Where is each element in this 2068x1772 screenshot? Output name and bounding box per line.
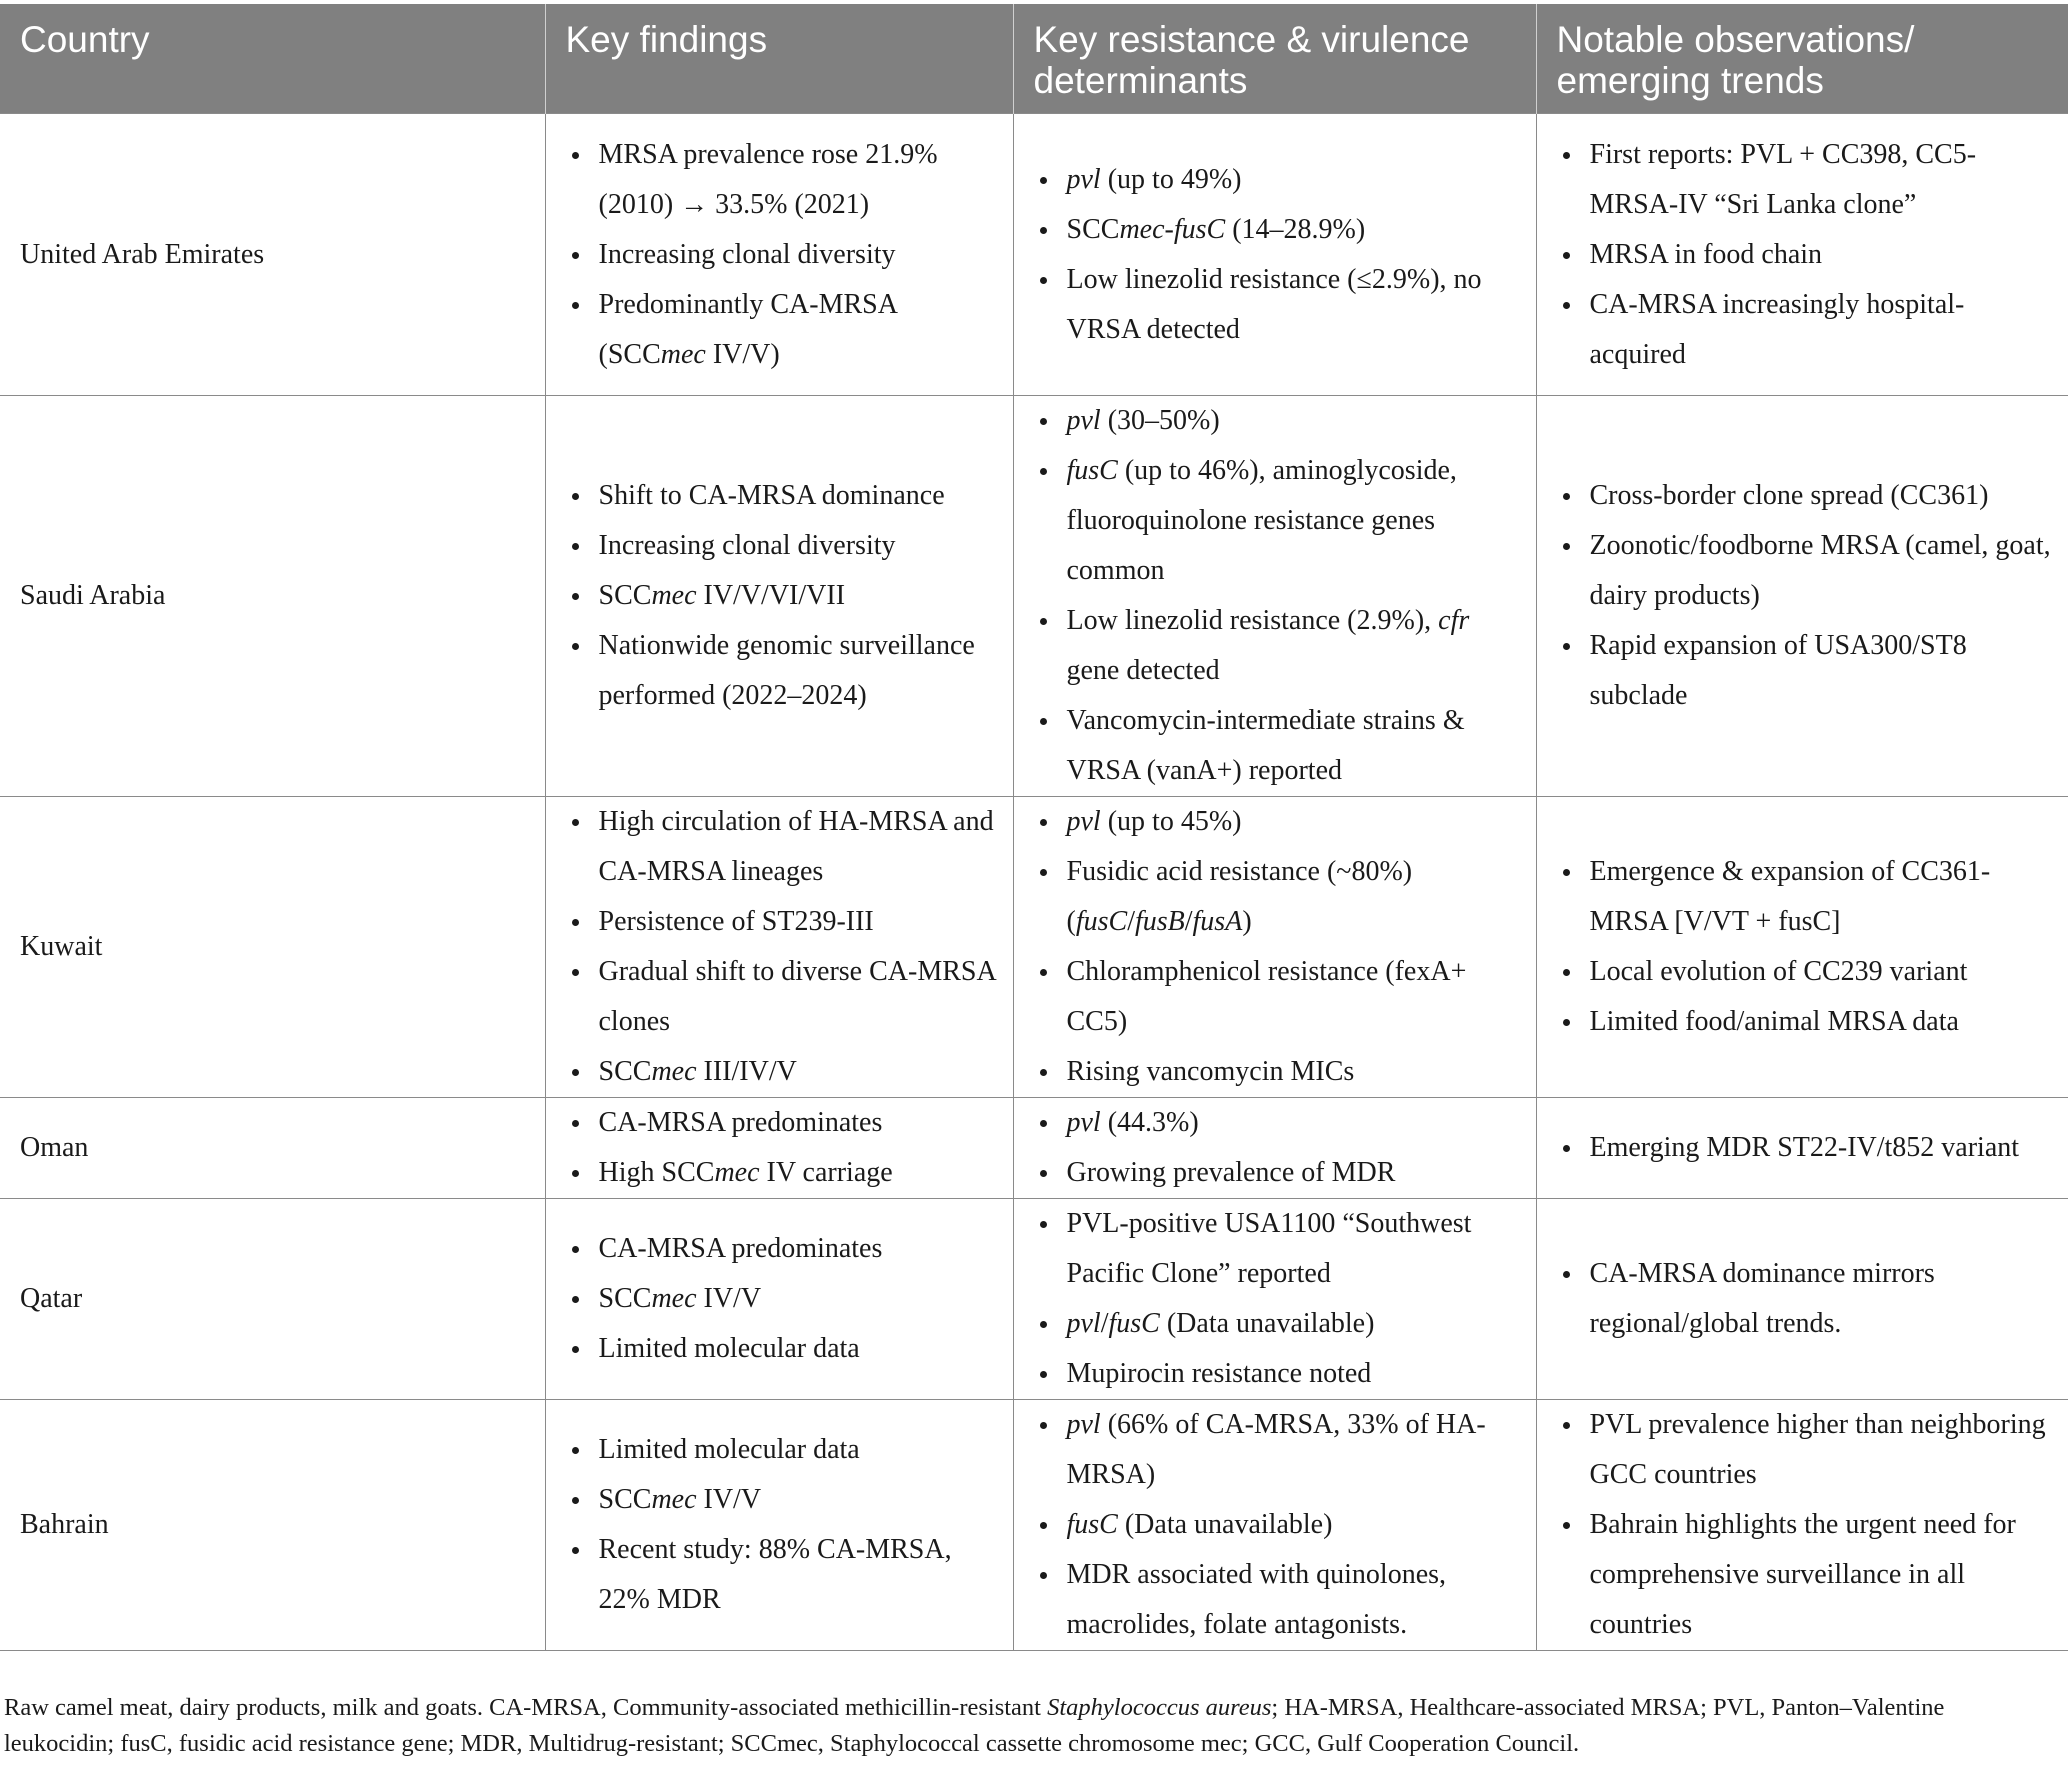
determinants-cell	[1013, 114, 1536, 396]
list-item: Low linezolid resistance (2.9%), cfr gene detected	[1034, 596, 1522, 696]
bullet-list	[566, 471, 999, 721]
bullet-list	[1034, 155, 1522, 355]
list-item: Zoonotic/foodborne MRSA (camel, goat, dairy products)	[1557, 521, 2055, 621]
list-item: MRSA in food chain	[1557, 230, 2055, 280]
list-item: pvl (up to 49%)	[1034, 155, 1522, 205]
bullet-list	[566, 797, 999, 1097]
list-item: PVL prevalence higher than neighboring GCC countries	[1557, 1400, 2055, 1500]
list-item: SCCmec IV/V/VI/VII	[566, 571, 999, 621]
header-country: Country	[0, 4, 545, 114]
list-item: Rising vancomycin MICs	[1034, 1047, 1522, 1097]
header-determinants: Key resistance & virulence determinants	[1013, 4, 1536, 114]
list-item: MRSA prevalence rose 21.9% (2010) → 33.5% (2021)	[566, 130, 999, 230]
list-item: Limited molecular data	[566, 1425, 999, 1475]
list-item: Nationwide genomic surveillance performed (2022–2024)	[566, 621, 999, 721]
list-item: Limited molecular data	[566, 1324, 999, 1374]
determinants-cell	[1013, 1400, 1536, 1651]
country-cell: Oman	[0, 1098, 545, 1199]
table-row	[0, 1400, 2068, 1651]
trends-cell	[1536, 114, 2068, 396]
trends-cell	[1536, 1199, 2068, 1400]
determinants-cell	[1013, 1199, 1536, 1400]
list-item: Local evolution of CC239 variant	[1557, 947, 2055, 997]
list-item: CA-MRSA dominance mirrors regional/global trends.	[1557, 1249, 2055, 1349]
trends-cell	[1536, 797, 2068, 1098]
list-item: Persistence of ST239-III	[566, 897, 999, 947]
trends-cell	[1536, 1098, 2068, 1199]
list-item: First reports: PVL + CC398, CC5-MRSA-IV “Sri Lanka clone”	[1557, 130, 2055, 230]
table-row	[0, 1098, 2068, 1199]
table-row	[0, 114, 2068, 396]
country-cell: Kuwait	[0, 797, 545, 1098]
list-item: Chloramphenicol resistance (fexA+ CC5)	[1034, 947, 1522, 1047]
findings-cell	[545, 396, 1013, 797]
list-item: SCCmec IV/V	[566, 1475, 999, 1525]
list-item: pvl/fusC (Data unavailable)	[1034, 1299, 1522, 1349]
list-item: Predominantly CA-MRSA (SCCmec IV/V)	[566, 280, 999, 380]
list-item: fusC (Data unavailable)	[1034, 1500, 1522, 1550]
table-row	[0, 396, 2068, 797]
bullet-list	[1557, 471, 2055, 721]
list-item: Low linezolid resistance (≤2.9%), no VRSA detected	[1034, 255, 1522, 355]
list-item: CA-MRSA predominates	[566, 1224, 999, 1274]
country-cell: Qatar	[0, 1199, 545, 1400]
bullet-list	[1034, 396, 1522, 796]
bullet-list	[1034, 797, 1522, 1097]
findings-cell	[545, 1199, 1013, 1400]
findings-cell	[545, 1098, 1013, 1199]
country-cell: United Arab Emirates	[0, 114, 545, 396]
list-item: Growing prevalence of MDR	[1034, 1148, 1522, 1198]
list-item: CA-MRSA predominates	[566, 1098, 999, 1148]
mrsa-gcc-table	[0, 4, 2068, 1651]
bullet-list	[1557, 1400, 2055, 1650]
country-cell: Bahrain	[0, 1400, 545, 1651]
list-item: Gradual shift to diverse CA-MRSA clones	[566, 947, 999, 1047]
table-row	[0, 1199, 2068, 1400]
findings-cell	[545, 1400, 1013, 1651]
list-item: Mupirocin resistance noted	[1034, 1349, 1522, 1399]
findings-cell	[545, 114, 1013, 396]
list-item: pvl (66% of CA-MRSA, 33% of HA-MRSA)	[1034, 1400, 1522, 1500]
list-item: Emergence & expansion of CC361-MRSA [V/VT + fusC]	[1557, 847, 2055, 947]
list-item: SCCmec-fusC (14–28.9%)	[1034, 205, 1522, 255]
list-item: fusC (up to 46%), aminoglycoside, fluoroquinolone resistance genes common	[1034, 446, 1522, 596]
table-row	[0, 797, 2068, 1098]
list-item: SCCmec IV/V	[566, 1274, 999, 1324]
bullet-list	[566, 1425, 999, 1625]
trends-cell	[1536, 1400, 2068, 1651]
list-item: MDR associated with quinolones, macrolides, folate antagonists.	[1034, 1550, 1522, 1650]
list-item: High SCCmec IV carriage	[566, 1148, 999, 1198]
bullet-list	[1557, 847, 2055, 1047]
list-item: Increasing clonal diversity	[566, 230, 999, 280]
bullet-list	[1557, 1123, 2055, 1173]
list-item: Shift to CA-MRSA dominance	[566, 471, 999, 521]
header-trends: Notable observations/ emerging trends	[1536, 4, 2068, 114]
list-item: Increasing clonal diversity	[566, 521, 999, 571]
list-item: Fusidic acid resistance (~80%) (fusC/fusB/fusA)	[1034, 847, 1522, 947]
bullet-list	[1557, 130, 2055, 380]
list-item: SCCmec III/IV/V	[566, 1047, 999, 1097]
list-item: Emerging MDR ST22-IV/t852 variant	[1557, 1123, 2055, 1173]
list-item: Recent study: 88% CA-MRSA, 22% MDR	[566, 1525, 999, 1625]
determinants-cell	[1013, 396, 1536, 797]
findings-cell	[545, 797, 1013, 1098]
list-item: Cross-border clone spread (CC361)	[1557, 471, 2055, 521]
list-item: Vancomycin-intermediate strains & VRSA (vanA+) reported	[1034, 696, 1522, 796]
list-item: Bahrain highlights the urgent need for comprehensive surveillance in all countries	[1557, 1500, 2055, 1650]
bullet-list	[566, 130, 999, 380]
list-item: PVL-positive USA1100 “Southwest Pacific Clone” reported	[1034, 1199, 1522, 1299]
determinants-cell	[1013, 1098, 1536, 1199]
list-item: pvl (30–50%)	[1034, 396, 1522, 446]
header-row	[0, 4, 2068, 114]
bullet-list	[1034, 1098, 1522, 1198]
bullet-list	[1034, 1199, 1522, 1399]
bullet-list	[566, 1098, 999, 1198]
table-footnote: Raw camel meat, dairy products, milk and goats. CA-MRSA, Community-associated methicillin-resistant Staphylococcus aureus; HA-MRSA, Healthcare-associated MRSA; PVL, Panton–Valentine leukocidin; fusC, fusidic acid resistance gene; MDR, Multidrug-resistant; SCCmec, Staphylococcal cassette chromosome mec; GCC, Gulf Cooperation Council.	[4, 1694, 1945, 1757]
bullet-list	[1557, 1249, 2055, 1349]
bullet-list	[566, 1224, 999, 1374]
list-item: Limited food/animal MRSA data	[1557, 997, 2055, 1047]
list-item: pvl (44.3%)	[1034, 1098, 1522, 1148]
list-item: Rapid expansion of USA300/ST8 subclade	[1557, 621, 2055, 721]
bullet-list	[1034, 1400, 1522, 1650]
header-key-findings: Key findings	[545, 4, 1013, 114]
country-cell: Saudi Arabia	[0, 396, 545, 797]
list-item: High circulation of HA-MRSA and CA-MRSA lineages	[566, 797, 999, 897]
determinants-cell	[1013, 797, 1536, 1098]
list-item: pvl (up to 45%)	[1034, 797, 1522, 847]
trends-cell	[1536, 396, 2068, 797]
list-item: CA-MRSA increasingly hospital-acquired	[1557, 280, 2055, 380]
